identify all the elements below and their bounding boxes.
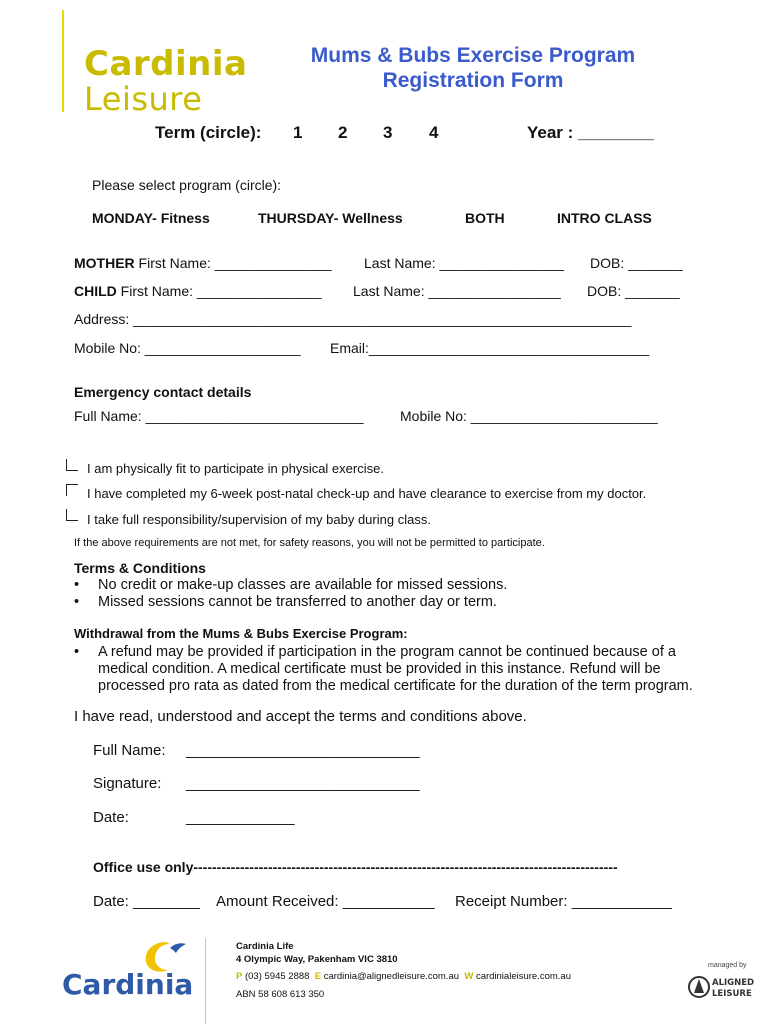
footer-address: 4 Olympic Way, Pakenham VIC 3810 (236, 954, 398, 965)
list-item: • Missed sessions cannot be transferred to another day or term. (74, 594, 507, 611)
footer-contacts (236, 971, 571, 982)
footer-website[interactable]: cardinialeisure.com.au (475, 971, 571, 982)
mother-last-name-field[interactable]: Last Name: ________________ (364, 255, 565, 271)
footer-divider (205, 938, 206, 1024)
child-first-name-field[interactable]: First Name: ________________ (116, 283, 322, 299)
acceptance-full-name-label: Full Name: (93, 742, 166, 759)
mobile-field[interactable]: Mobile No: ____________________ (74, 340, 301, 356)
phone-label: P (236, 971, 243, 982)
brand-logo-line1: Cardinia (84, 44, 248, 84)
acceptance-date-field[interactable]: _____________ (186, 809, 295, 826)
year-field[interactable]: Year : ________ (527, 123, 654, 142)
emergency-mobile-field[interactable]: Mobile No: ________________________ (400, 408, 658, 424)
signature-label: Signature: (93, 775, 162, 792)
acceptance-statement: I have read, understood and accept the terms and conditions above. (74, 708, 527, 725)
checkup-checkbox[interactable] (66, 484, 78, 496)
footer-abn: ABN 58 608 613 350 (236, 989, 325, 1000)
amount-received-field[interactable]: Amount Received: ___________ (216, 893, 435, 910)
term-option-3[interactable]: 3 (383, 123, 393, 142)
program-option-thursday[interactable]: THURSDAY- Wellness (258, 210, 403, 226)
managed-by-label: managed by (708, 962, 747, 969)
web-label: W (464, 971, 474, 982)
requirements-note: If the above requirements are not met, for safety reasons, you will not be permitted to participate. (74, 537, 545, 549)
footer-phone[interactable]: (03) 5945 2888 (244, 971, 310, 982)
term-option-1[interactable]: 1 (293, 123, 303, 142)
program-option-both[interactable]: BOTH (465, 210, 505, 226)
mother-first-name-field[interactable]: First Name: _______________ (134, 255, 332, 271)
signature-field[interactable]: ____________________________ (186, 775, 420, 792)
address-field[interactable]: Address: ________________________________________________________________ (74, 311, 632, 327)
child-label: CHILD (74, 283, 117, 299)
declaration-fitness: I am physically fit to participate in physical exercise. (87, 461, 384, 476)
withdrawal-text (98, 644, 693, 695)
brand-logo-line2: Leisure (84, 80, 203, 118)
footer-org-name: Cardinia Life (236, 941, 294, 952)
withdrawal-line: medical condition. A medical certificate must be provided in this instance. Refund will be (98, 661, 661, 677)
term-label: Term (circle): (155, 123, 262, 142)
email-field[interactable]: Email:____________________________________ (330, 340, 650, 356)
withdrawal-line: A refund may be provided if participation in the program cannot be continued because of a (98, 644, 676, 660)
withdrawal-bullet: • (74, 644, 80, 660)
footer-email[interactable]: cardinia@alignedleisure.com.au (323, 971, 460, 982)
logo-divider (62, 10, 64, 112)
office-date-field[interactable]: Date: ________ (93, 893, 200, 910)
terms-heading: Terms & Conditions (74, 560, 206, 576)
list-item: • No credit or make-up classes are available for missed sessions. (74, 577, 507, 594)
emergency-heading: Emergency contact details (74, 384, 252, 400)
term-option-2[interactable]: 2 (338, 123, 348, 142)
withdrawal-line: processed pro rata as dated from the medical certificate for the duration of the term program. (98, 678, 693, 694)
declaration-supervision: I take full responsibility/supervision of my baby during class. (87, 512, 431, 527)
acceptance-full-name-field[interactable]: ____________________________ (186, 742, 420, 759)
withdrawal-heading: Withdrawal from the Mums & Bubs Exercise Program: (74, 626, 408, 641)
acceptance-date-label: Date: (93, 809, 129, 826)
declaration-checkup: I have completed my 6-week post-natal check-up and have clearance to exercise from my doctor. (87, 486, 647, 501)
leisure-text: LEISURE (712, 989, 752, 999)
fitness-checkbox[interactable] (66, 459, 78, 471)
program-prompt: Please select program (circle): (92, 177, 282, 193)
mother-label: MOTHER (74, 255, 135, 271)
emergency-full-name-field[interactable]: Full Name: ____________________________ (74, 408, 364, 424)
program-option-monday[interactable]: MONDAY- Fitness (92, 210, 210, 226)
form-title: Mums & Bubs Exercise Program (310, 44, 636, 67)
child-dob-field[interactable]: DOB: _______ (587, 283, 680, 299)
receipt-number-field[interactable]: Receipt Number: ____________ (455, 893, 672, 910)
cardinia-logo: Cardinia (62, 968, 194, 1001)
email-label: E (314, 971, 322, 982)
child-last-name-field[interactable]: Last Name: _________________ (353, 283, 561, 299)
mother-dob-field[interactable]: DOB: _______ (590, 255, 683, 271)
program-option-intro[interactable]: INTRO CLASS (557, 210, 652, 226)
mother-row (74, 255, 332, 271)
supervision-checkbox[interactable] (66, 509, 78, 521)
aligned-text: ALIGNED (712, 978, 754, 988)
terms-list (74, 577, 507, 611)
form-subtitle: Registration Form (382, 69, 564, 92)
term-option-4[interactable]: 4 (429, 123, 439, 142)
child-row (74, 283, 321, 299)
office-use-heading: Office use only------------------------------------------------------------------------------------------- (93, 859, 618, 875)
aligned-leisure-logo (688, 973, 754, 1001)
